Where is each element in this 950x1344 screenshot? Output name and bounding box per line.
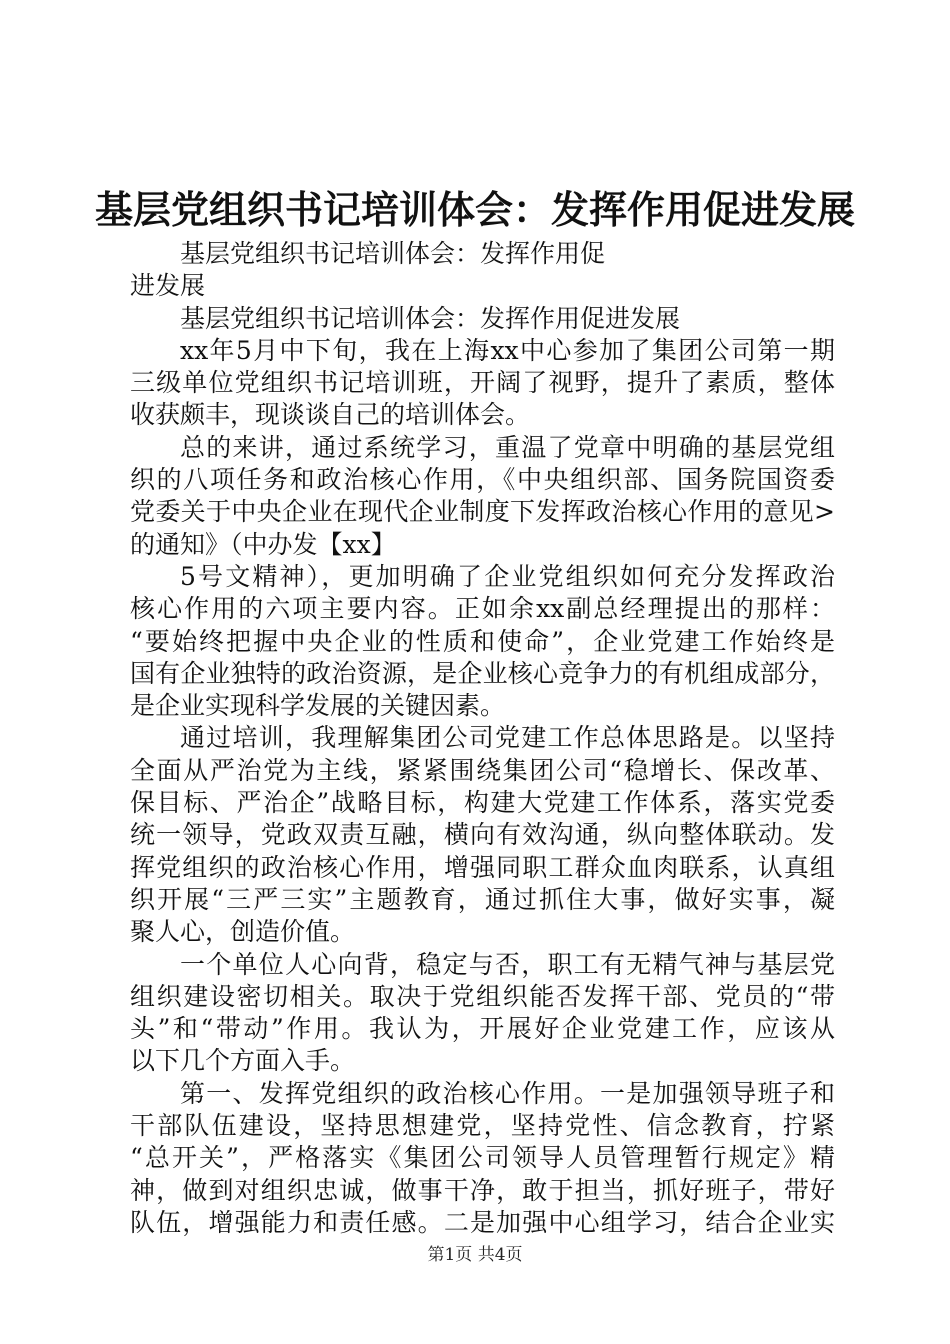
body-line: 通过培训，我理解集团公司党建工作总体思路是。以坚持 bbox=[180, 723, 835, 753]
body-line: 核心作用的六项主要内容。正如余xx副总经理提出的那样： bbox=[130, 594, 835, 624]
body-line: 头”和“带动”作用。我认为，开展好企业党建工作，应该从 bbox=[130, 1014, 835, 1044]
body-line: 织开展“三严三实”主题教育，通过抓住大事，做好实事，凝 bbox=[130, 884, 835, 914]
body-line: “要始终把握中央企业的性质和使命”，企业党建工作始终是 bbox=[130, 626, 835, 656]
body-line: 挥党组织的政治核心作用，增强同职工群众血肉联系，认真组 bbox=[130, 852, 835, 882]
page-footer: 第1页 共4页 bbox=[427, 1245, 523, 1265]
body-line: 干部队伍建设，坚持思想建党，坚持党性、信念教育，拧紧 bbox=[130, 1111, 835, 1141]
body-line: 是企业实现科学发展的关键因素。 bbox=[130, 691, 506, 721]
body-line: 队伍，增强能力和责任感。二是加强中心组学习，结合企业实 bbox=[130, 1207, 835, 1237]
body-line: 基层党组织书记培训体会：发挥作用促进发展 bbox=[180, 303, 681, 333]
body-line: 的通知》（中办发【xx】 bbox=[130, 529, 396, 559]
body-line: 收获颇丰，现谈谈自己的培训体会。 bbox=[130, 400, 531, 430]
body-line: 党委关于中央企业在现代企业制度下发挥政治核心作用的意见> bbox=[130, 497, 835, 527]
document-body bbox=[130, 238, 835, 1239]
body-line: 国有企业独特的政治资源，是企业核心竞争力的有机组成部分， bbox=[130, 658, 835, 688]
body-line: 基层党组织书记培训体会：发挥作用促 bbox=[180, 239, 606, 268]
body-line: 总的来讲，通过系统学习，重温了党章中明确的基层党组 bbox=[180, 432, 835, 462]
body-line: xx年5月中下旬，我在上海xx中心参加了集团公司第一期 bbox=[180, 335, 835, 365]
body-line: 组织建设密切相关。取决于党组织能否发挥干部、党员的“带 bbox=[130, 981, 835, 1011]
body-line: 进发展 bbox=[130, 271, 206, 301]
body-line: 以下几个方面入手。 bbox=[130, 1046, 356, 1076]
body-line: 神，做到对组织忠诚，做事干净，敢于担当，抓好班子，带好 bbox=[130, 1175, 835, 1205]
body-line: “总开关”，严格落实《集团公司领导人员管理暂行规定》精 bbox=[130, 1143, 835, 1173]
body-line: 统一领导，党政双责互融，横向有效沟通，纵向整体联动。发 bbox=[130, 820, 835, 850]
body-line: 一个单位人心向背，稳定与否，职工有无精气神与基层党 bbox=[180, 949, 835, 979]
body-line: 聚人心，创造价值。 bbox=[130, 917, 356, 947]
body-line: 织的八项任务和政治核心作用，《中央组织部、国务院国资委 bbox=[130, 465, 835, 495]
document-title: 基层党组织书记培训体会：发挥作用促进发展 bbox=[94, 187, 855, 232]
body-line: 保目标、严治企”战略目标，构建大党建工作体系，落实党委 bbox=[130, 788, 835, 818]
body-line: 全面从严治党为主线，紧紧围绕集团公司“稳增长、保改革、 bbox=[130, 755, 835, 785]
body-line: 三级单位党组织书记培训班，开阔了视野，提升了素质，整体 bbox=[130, 368, 835, 398]
body-line: 第一、发挥党组织的政治核心作用。一是加强领导班子和 bbox=[180, 1078, 835, 1108]
body-line: 5号文精神），更加明确了企业党组织如何充分发挥政治 bbox=[180, 561, 835, 591]
